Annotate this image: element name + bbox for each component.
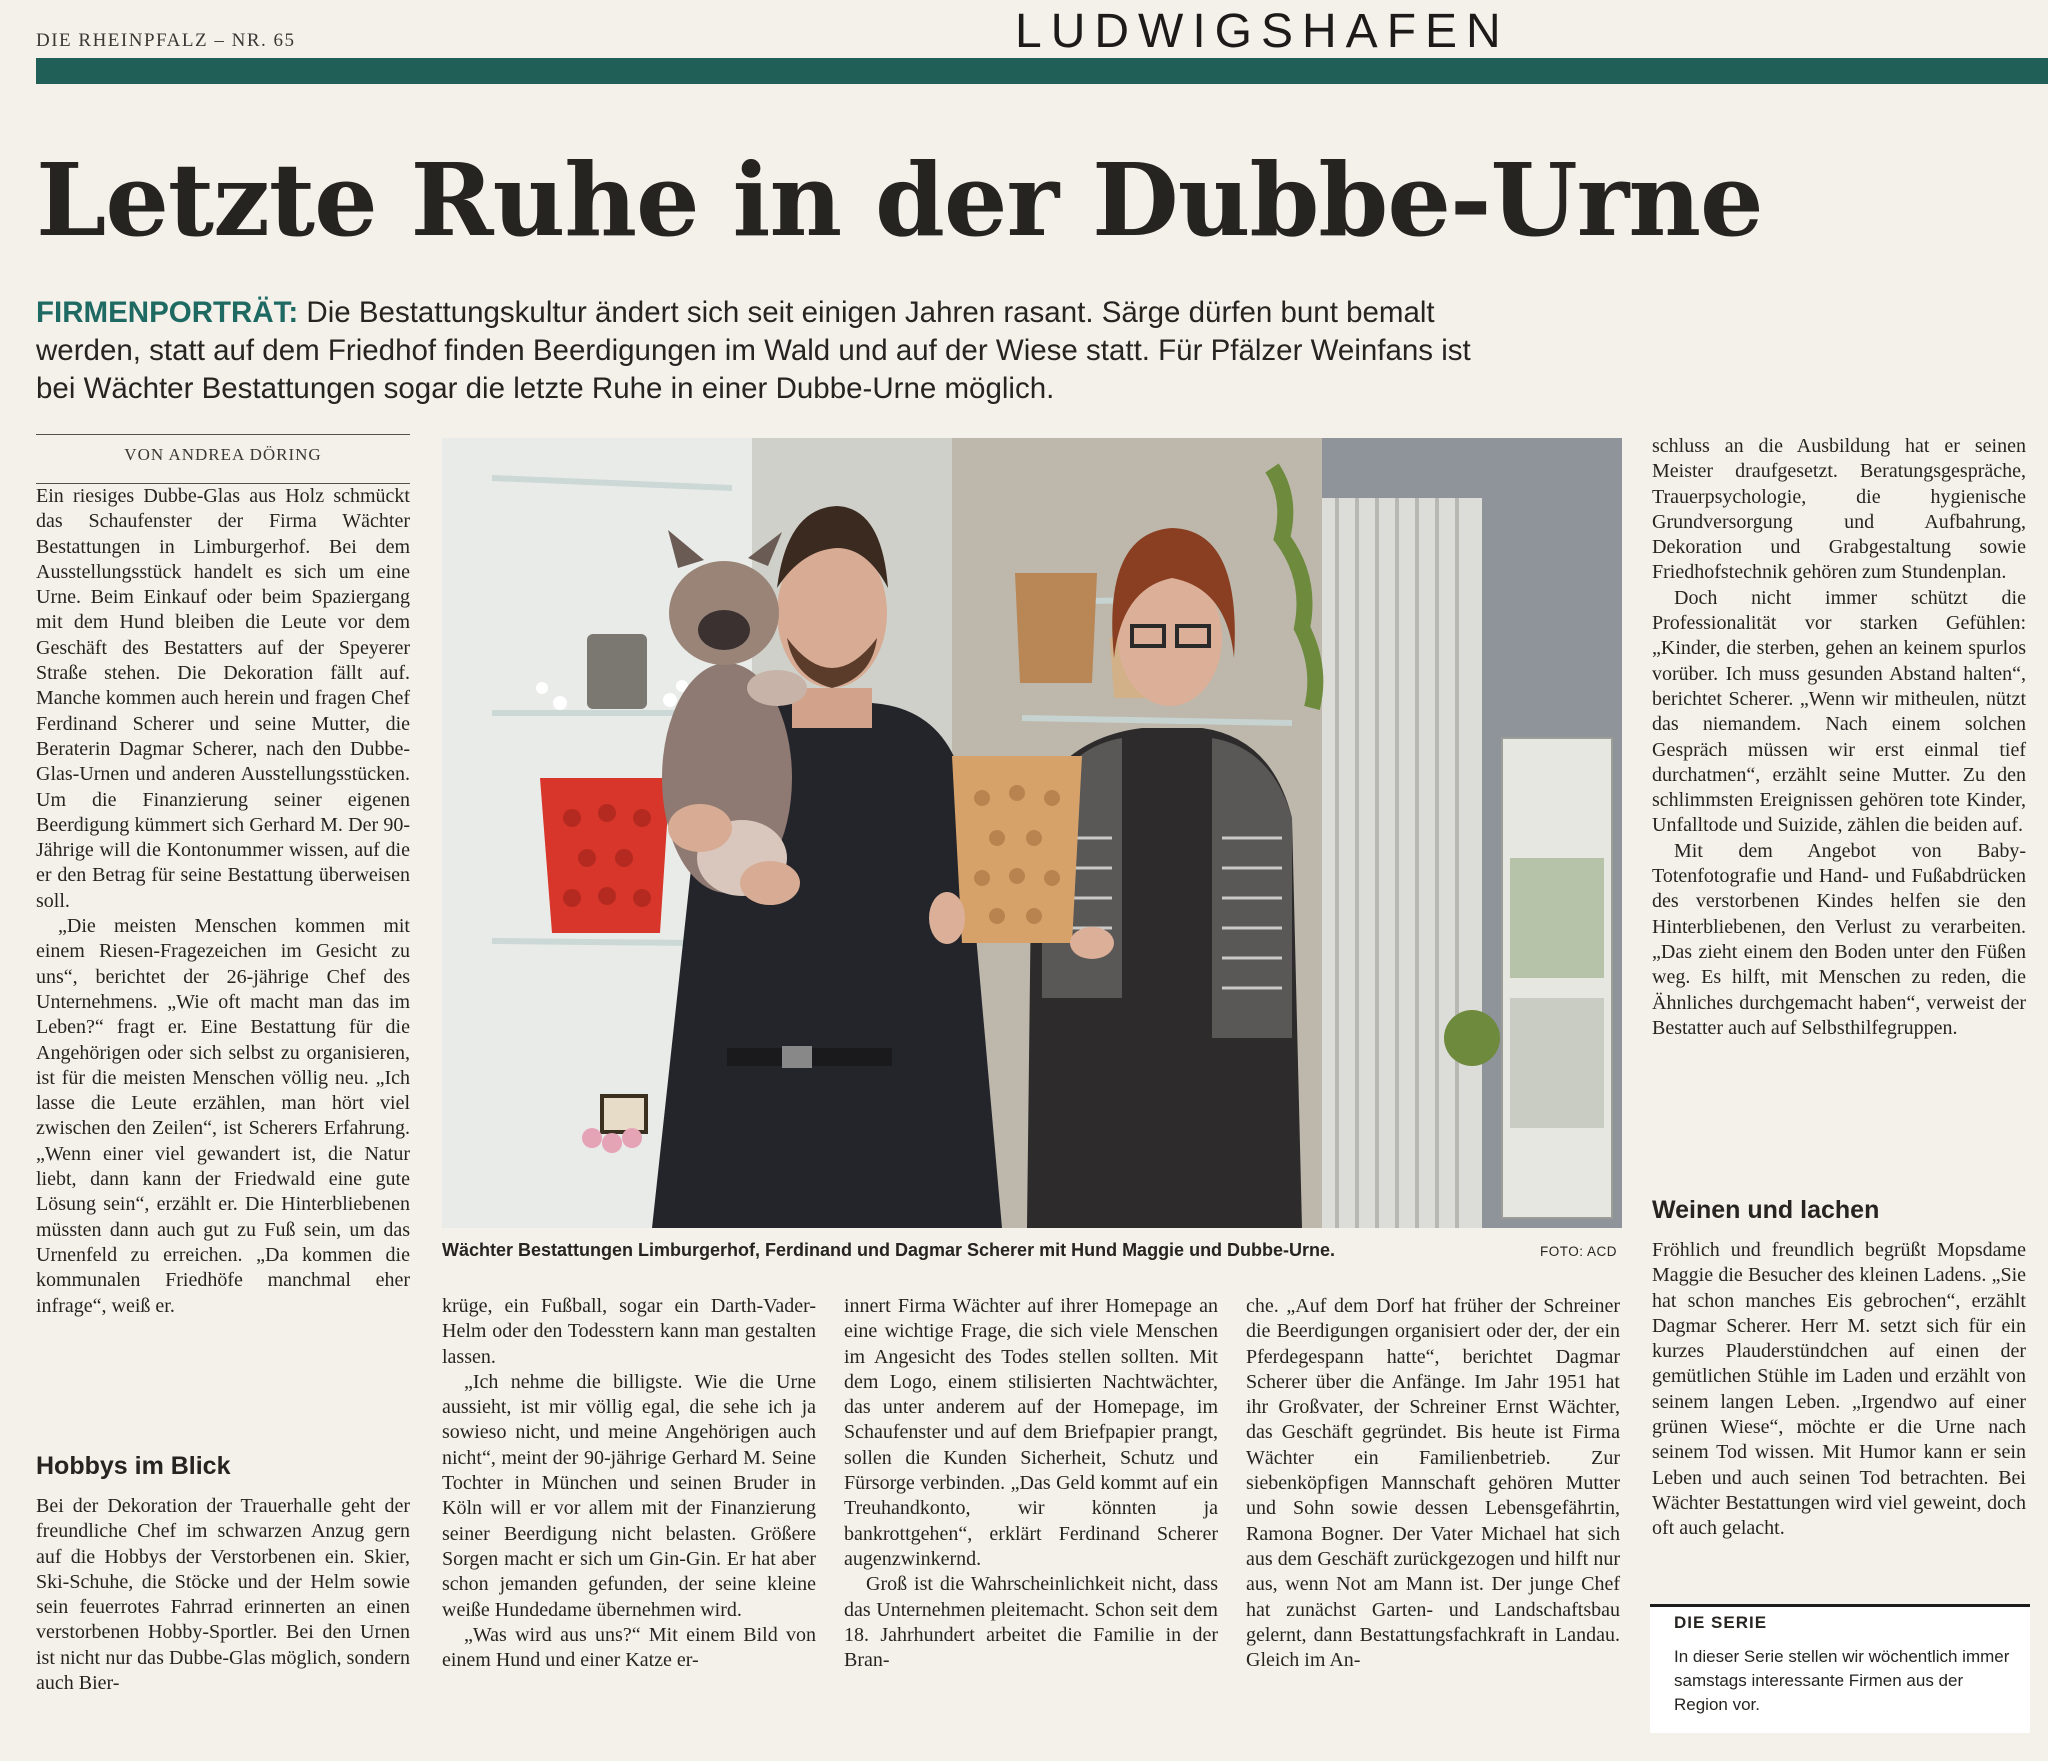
photo-caption: Wächter Bestattungen Limburgerhof, Ferdinand und Dagmar Scherer mit Hund Maggie und Dubbe-Urne.: [442, 1240, 1336, 1260]
section-title: LUDWIGSHAFEN: [1015, 5, 1510, 58]
byline: VON ANDREA DÖRING: [36, 434, 410, 484]
deck: [36, 294, 1486, 408]
paragraph: „Die meisten Menschen kommen mit einem Riesen-Fragezeichen im Gesicht zu uns“, berichtet der 26-jährige Chef des Unternehmens. „Wie oft macht man das im Leben?“ fragt er. Eine Bestattung für die Angehörigen oder sich selbst zu organisieren, ist für die meisten Menschen völlig neu. „Ich lasse die Leute erzählen, man hört viel zwischen den Zeilen“, ist Scherers Erfahrung. „Wenn einer viel gewandert ist, die Natur liebt, dann kann der Friedwald eine gute Lösung sein“, erzählt er. Die Hinterbliebenen müssten dann auch gut zu Fuß sein, um das Urnenfeld zu erreichen. „Da kommen die kommunalen Friedhöfe manchmal eher infrage“, weiß er.: [36, 915, 410, 1317]
column-3: [844, 1294, 1218, 1673]
photo-illustration: [442, 438, 1622, 1228]
wooden-urn: [952, 756, 1082, 943]
photo: [442, 438, 1622, 1228]
paragraph: che. „Auf dem Dorf hat früher der Schreiner die Beerdigungen organisiert oder der, der ein Pferdegespann hatte“, berichtet Dagmar Scherer über die Anfänge. Im Jahr 1951 hat ihr Großvater, der Schreiner Ernst Wächter, das Geschäft gegründet. Bis heute ist Firma Wächter ein Familienbetrieb. Zur siebenköpfigen Mannschaft gehören Mutter und Sohn sowie dessen Lebensgefährtin, Ramona Bogner. Der Vater Michael hat sich aus dem Geschäft zurückgezogen und hilft nur aus, wenn Not am Mann ist. Der junge Chef hat zunächst Garten- und Landschaftsbau gelernt, dann Bestattungsfachkraft in Landau. Gleich im An-: [1246, 1295, 1620, 1672]
paragraph: Doch nicht immer schützt die Professionalität vor starken Gefühlen: „Kinder, die sterben, gehen an keinem spurlos vorüber. Ich muss gesunden Abstand halten“, berichtet Scherer. „Wenn wir mitheulen, nützt das niemandem. Nach einem solchen Gespräch müssen wir erst einmal tief durchatmen“, erzählt seine Mutter. Zu den schlimmsten Ereignissen gehören tote Kinder, Unfalltode und Suizide, zählen die beiden auf.: [1652, 586, 2026, 837]
paragraph: „Ich nehme die billigste. Wie die Urne aussieht, ist mir völlig egal, die sehe ich ja sowieso nicht, und meine Angehörigen auch nicht“, meint der 90-jährige Gerhard M. Seine Tochter in München und seinen Bruder in Köln will er vor allem mit der Finanzierung seiner Beerdigung nicht belasten. Größere Sorgen macht er sich um Gin-Gin. Er hat aber schon jemanden gefunden, der seine kleine weiße Hundedame übernehmen wird.: [442, 1370, 816, 1621]
photo-credit: FOTO: ACD: [1540, 1244, 1618, 1259]
subhead-weinen: Weinen und lachen: [1652, 1196, 1880, 1224]
series-box: [1650, 1604, 2030, 1733]
red-urn: [540, 778, 670, 933]
column-1-top: [36, 484, 410, 1319]
paragraph: Mit dem Angebot von Baby-Totenfotografie und Hand- und Fußabdrücken des verstorbenen Kindes helfen sie den Hinterbliebenen, den Verlust zu verarbeiten. „Das zieht einem den Boden unter den Füßen weg. Es hilft, mit Menschen zu reden, die Ähnliches durchgemacht haben“, verweist der Bestatter auch auf Selbsthilfegruppen.: [1652, 839, 2026, 1039]
paragraph: Fröhlich und freundlich begrüßt Mopsdame Maggie die Besucher des kleinen Ladens. „Sie hat schon manches Eis gebrochen“, erzählt Dagmar Scherer. Herr M. setzt sich für ein kurzes Plauderstündchen auf einen der gemütlichen Stühle im Laden und erzählt von seinem langen Leben. „Irgendwo auf einer grünen Wiese“, möchte er die Urne nach seinem Tod wissen. Mit Humor kann er sein Leben und auch seinen Tod betrachten. Bei Wächter Bestattungen wird viel geweint, doch oft auch gelacht.: [1652, 1239, 2026, 1540]
masthead-paper-name: DIE RHEINPFALZ – NR. 65: [36, 30, 296, 51]
series-label: DIE SERIE: [1674, 1613, 1768, 1632]
column-4: [1246, 1294, 1620, 1673]
paragraph: schluss an die Ausbildung hat er seinen Meister draufgesetzt. Beratungsgespräche, Trauerpsychologie, die hygienische Grundversorgung und Aufbahrung, Dekoration und Grabgestaltung sowie Friedhofstechnik gehören zum Stundenplan.: [1652, 435, 2026, 584]
paragraph: innert Firma Wächter auf ihrer Homepage an eine wichtige Frage, die sich viele Menschen im Angesicht des Todes stellen sollten. Mit dem Logo, einem stilisierten Nachtwächter, das unter anderem auf der Homepage, im Schaufenster und auf dem Briefpapier prangt, sollen die Kunden Sicherheit, Schutz und Fürsorge verbinden. „Das Geld kommt auf ein Treuhandkonto, wir könnten ja bankrottgehen“, erklärt Ferdinand Scherer augenzwinkernd.: [844, 1295, 1218, 1570]
deck-text: Die Bestattungskultur ändert sich seit einigen Jahren rasant. Särge dürfen bunt bemalt werden, statt auf dem Friedhof finden Beerdigungen im Wald und auf der Wiese statt. Für Pfälzer Weinfans ist bei Wächter Bestattungen sogar die letzte Ruhe in einer Dubbe-Urne möglich.: [36, 296, 1471, 405]
subhead-hobbys: Hobbys im Blick: [36, 1452, 231, 1480]
radiator: [1322, 498, 1482, 1228]
series-text: In dieser Serie stellen wir wöchentlich immer samstags interessante Firmen aus der Region vor.: [1674, 1647, 2010, 1714]
masthead-rule: [36, 58, 2048, 84]
paragraph: krüge, ein Fußball, sogar ein Darth-Vader-Helm oder den Todesstern kann man gestalten lassen.: [442, 1295, 816, 1368]
column-1-bottom: [36, 1494, 410, 1696]
deck-kicker: FIRMENPORTRÄT:: [36, 296, 299, 329]
paragraph: Bei der Dekoration der Trauerhalle geht der freundliche Chef im schwarzen Anzug gern auf die Hobbys der Verstorbenen ein. Skier, Ski-Schuhe, die Stöcke und der Helm sowie sein feuerrotes Fahrrad erinnerten an einen verstorbenen Hobby-Sportler. Bei den Urnen ist nicht nur das Dubbe-Glas möglich, sondern auch Bier-: [36, 1495, 410, 1695]
headline: Letzte Ruhe in der Dubbe-Urne: [36, 141, 1763, 259]
paragraph: Groß ist die Wahrscheinlichkeit nicht, dass das Unternehmen pleitemacht. Schon seit dem 18. Jahrhundert arbeitet die Familie in der Bran-: [844, 1573, 1218, 1672]
column-5-bottom: [1652, 1238, 2026, 1542]
paragraph: Ein riesiges Dubbe-Glas aus Holz schmückt das Schaufenster der Firma Wächter Bestattungen in Limburgerhof. Bei dem Ausstellungsstück handelt es sich um eine Urne. Beim Einkauf oder beim Spaziergang mit dem Hund bleiben die Leute vor dem Geschäft des Bestatters auf der Speyerer Straße stehen. Die Dekoration fällt auf. Manche kommen auch herein und fragen Chef Ferdinand Scherer und seine Mutter, die Beraterin Dagmar Scherer, nach den Dubbe-Glas-Urnen und anderen Ausstellungsstücken. Um die Finanzierung seiner eigenen Beerdigung kümmert sich Gerhard M. Der 90-Jährige will die Kontonummer wissen, auf die er den Betrag für seine Bestattung überweisen soll.: [36, 485, 410, 912]
column-5-top: [1652, 434, 2026, 1041]
paragraph: „Was wird aus uns?“ Mit einem Bild von einem Hund und einer Katze er-: [442, 1623, 816, 1672]
column-2: [442, 1294, 816, 1673]
